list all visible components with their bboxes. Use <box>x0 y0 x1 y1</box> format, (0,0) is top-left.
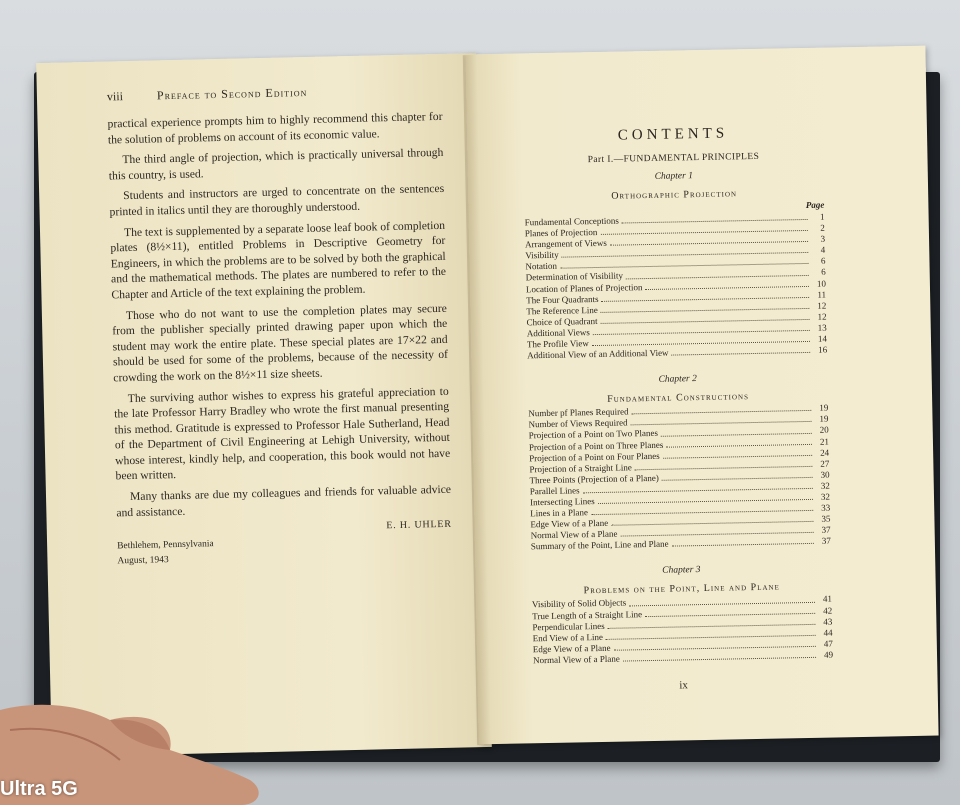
chapter-title: Orthographic Projection <box>611 188 738 202</box>
page-column-label: Page <box>805 199 825 210</box>
toc-entry-title: Projection of a Point on Two Planes <box>528 428 659 441</box>
place-line: Bethlehem, Pennsylvania <box>117 539 214 552</box>
toc-entry-title: Projection of a Straight Line <box>529 462 632 475</box>
toc-entry-page: 4 <box>820 244 826 255</box>
page-number: viii <box>106 89 124 104</box>
toc-entry-page: 32 <box>820 480 830 491</box>
table-of-contents <box>523 124 834 695</box>
chapter-title: Fundamental Constructions <box>607 391 750 406</box>
paragraph: Those who do not want to use the completion plates may secure from the publisher specially printed drawing paper upon which the student may work the entire plate. These special plates are 17×22 and should be used for some of the problems, because of the necessity of crowding the work on the 8½×11 size sheets. <box>112 301 449 385</box>
toc-entry-title: Fundamental Conceptions <box>524 215 619 228</box>
chapter-list <box>524 169 833 667</box>
toc-entry-title: Additional Views <box>526 327 590 339</box>
toc-entry-page: 14 <box>817 333 828 344</box>
toc-entry-title: Normal View of a Plane <box>532 653 620 666</box>
chapter-label: Chapter 2 <box>658 374 697 386</box>
toc-entry-title: True Length of a Straight Line <box>532 608 643 621</box>
toc-list <box>528 403 831 553</box>
toc-entry-title: Additional View of an Additional View <box>527 347 669 361</box>
toc-entry-page: 13 <box>817 322 827 333</box>
dot-leader <box>631 403 811 415</box>
toc-entry-title: Notation <box>525 261 558 272</box>
toc-entry-page: 35 <box>821 513 831 524</box>
toc-entry-title: Intersecting Lines <box>529 496 595 508</box>
toc-entry-page: 6 <box>821 267 826 278</box>
toc-entry-page: 19 <box>819 402 829 413</box>
toc-entry-page: 11 <box>817 289 827 300</box>
toc-entry-page: 37 <box>821 524 831 535</box>
chapter-label: Chapter 1 <box>654 171 694 182</box>
toc-entry-page: 42 <box>823 605 833 616</box>
toc-entry-title: Perpendicular Lines <box>532 620 605 632</box>
folio: ix <box>679 679 688 692</box>
dot-leader <box>662 470 813 481</box>
toc-entry-page: 49 <box>823 649 834 660</box>
paragraph: The text is supplemented by a separate loose leaf book of completion plates (8½×11), entitled Problems in Descriptive Geometry for Engineers, in which the problems are to be solved by both the graphical and the mathematical methods. The plates are numbered to refer to the Chapter and Article of the text explaining the problem. <box>110 218 447 302</box>
toc-entry-title: Visibility <box>525 250 559 261</box>
paragraph: practical experience prompts him to highly recommend this chapter for the solution of problems on account of its economic value. <box>107 109 443 147</box>
toc-entry-title: Planes of Projection <box>524 227 598 239</box>
paragraph: The surviving author wishes to express his grateful appreciation to the late Professor Harry Bradley who wrote the first manual presenting this method. Gratitude is expressed to Professor Hale Sutherland, Head of the Department of Civil Engineering at Lehigh University, without whose interest, kindly help, and cooperation, this book would not have been written. <box>114 384 451 483</box>
dot-leader <box>661 425 812 436</box>
toc-entry-title: Number of Views Required <box>528 417 628 430</box>
dot-leader <box>663 447 813 458</box>
camera-watermark: Ultra 5G <box>0 778 78 800</box>
toc-entry-page: 33 <box>821 502 831 513</box>
toc-entry-page: 16 <box>818 344 828 355</box>
toc-entry-page: 21 <box>819 436 830 447</box>
dot-leader <box>666 436 812 447</box>
toc-entry-page: 6 <box>820 255 826 267</box>
toc-entry-title: Summary of the Point, Line and Plane <box>530 539 669 552</box>
contents-title: CONTENTS <box>617 125 729 144</box>
toc-entry-title: Location of Planes of Projection <box>525 281 643 294</box>
toc-entry-title: Three Points (Projection of a Plane) <box>529 472 659 486</box>
toc-entry-title: Edge View of a Plane <box>532 642 611 655</box>
toc-entry-page: 12 <box>817 300 827 311</box>
toc-list <box>525 212 828 362</box>
author-signature: E. H. UHLER <box>386 519 452 532</box>
toc-entry-page: 27 <box>820 458 830 469</box>
dot-leader <box>645 278 809 289</box>
toc-entry-page: 43 <box>823 616 833 627</box>
toc-entry-title: Choice of Quadrant <box>526 315 598 328</box>
toc-entry-page: 30 <box>820 469 830 480</box>
running-head: Preface to Second Edition <box>156 84 308 103</box>
toc-entry-page: 1 <box>820 211 825 222</box>
toc-entry-title: The Profile View <box>526 338 589 350</box>
toc-entry-title: Number pf Planes Required <box>528 406 629 419</box>
toc-entry-page: 19 <box>819 413 829 425</box>
right-page <box>465 46 938 745</box>
chapter-label: Chapter 3 <box>662 565 701 577</box>
dot-leader <box>622 212 808 224</box>
toc-entry-page: 32 <box>820 491 831 502</box>
dot-leader <box>671 536 813 547</box>
toc-entry-page: 37 <box>821 535 831 547</box>
toc-entry-page: 44 <box>823 627 833 638</box>
preface-text <box>107 82 453 568</box>
toc-entry-title: Projection of a Point on Four Planes <box>529 450 660 463</box>
toc-entry-page: 24 <box>820 447 830 458</box>
page-header <box>107 82 442 105</box>
toc-entry-title: Arrangement of Views <box>524 237 607 250</box>
toc-entry-title: Projection of a Point on Three Planes <box>528 439 664 452</box>
chapter-title: Problems on the Point, Line and Plane <box>583 581 780 597</box>
toc-entry-page: 47 <box>823 638 833 649</box>
part-title: Part I.—FUNDAMENTAL PRINCIPLES <box>587 151 760 166</box>
toc-entry-title: Edge View of a Plane <box>530 517 609 530</box>
toc-entry-page: 12 <box>817 311 827 322</box>
toc-entry-page: 20 <box>819 424 829 436</box>
toc-entry-title: The Four Quadrants <box>526 293 599 306</box>
toc-entry-title: Visibility of Solid Objects <box>531 597 627 610</box>
date-line: August, 1943 <box>117 555 169 567</box>
left-page <box>36 53 492 757</box>
toc-entry-page: 41 <box>822 593 833 605</box>
toc-entry-title: Normal View of a Plane <box>530 528 618 541</box>
toc-entry-title: End View of a Line <box>532 631 603 644</box>
toc-entry-page: 10 <box>816 278 826 289</box>
paragraph: Students and instructors are urged to concentrate on the sentences printed in italics until they are thoroughly understood. <box>109 182 445 219</box>
toc-entry-page: 3 <box>820 233 826 244</box>
toc-list <box>532 594 833 666</box>
dot-leader <box>629 594 815 606</box>
toc-entry-title: Lines in a Plane <box>530 507 589 519</box>
dot-leader <box>671 345 810 356</box>
toc-entry-page: 2 <box>820 222 825 233</box>
toc-entry-title: Determination of Visibility <box>525 270 624 283</box>
toc-entry-title: Parallel Lines <box>529 485 580 497</box>
paragraph: Many thanks are due my colleagues and friends for valuable advice and assistance. <box>116 482 452 520</box>
paragraph: The third angle of projection, which is practically universal through this country, is used. <box>108 146 444 183</box>
toc-entry-title: The Reference Line <box>526 304 598 317</box>
